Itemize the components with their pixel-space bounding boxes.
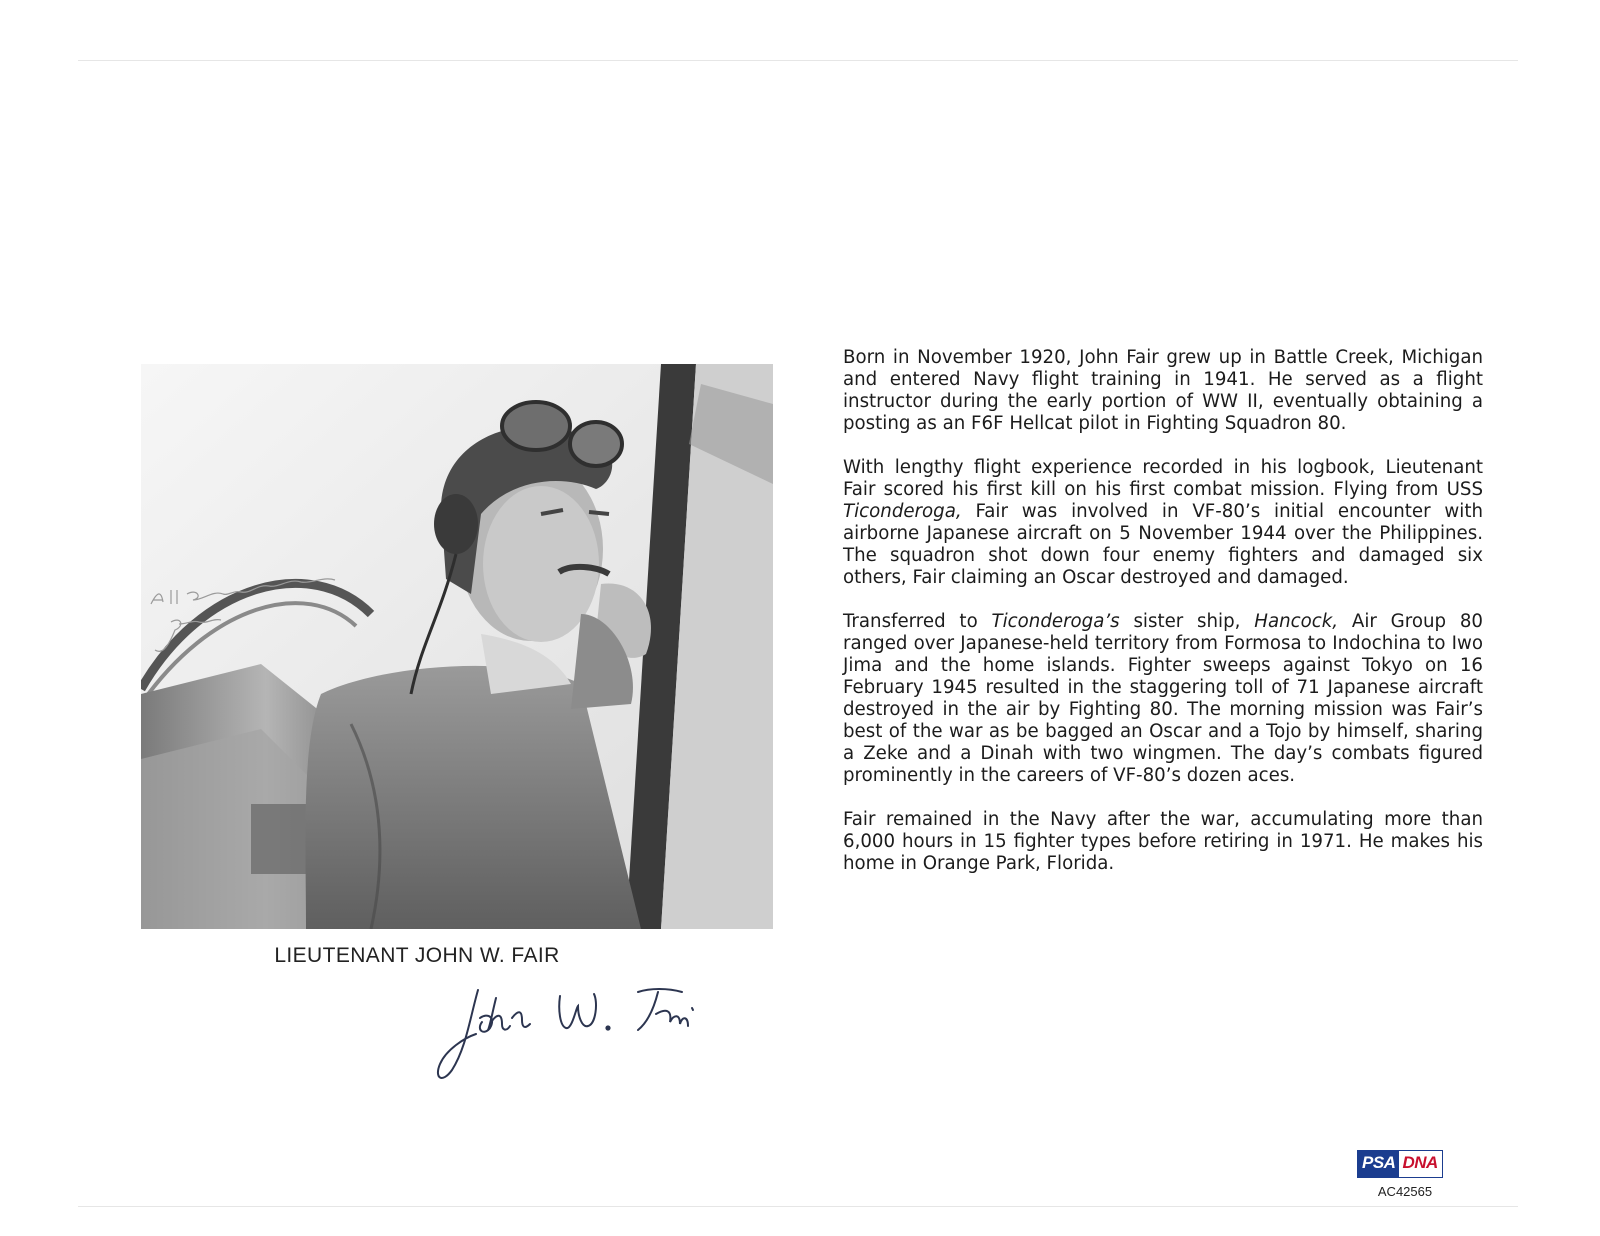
- bio-paragraph-3: Transferred to Ticonderoga’s sister ship, Hancock, Air Group 80 ranged over Japanese-held territory from Formosa to Indochina to Iwo Jima and the home islands. Fighter sweeps against Tokyo on 16 February 1945 resulted in the staggering toll of 71 Japanese aircraft destroyed in the air by Fighting 80. The morning mission was Fair’s best of the war as be bagged an Oscar and a Tojo by himself, sharing a Zeke and a Dinah with two wingmen. The day’s combats figured prominently in the careers of VF-80’s dozen aces.: [843, 611, 1483, 786]
- biography-text: [843, 347, 1483, 897]
- bottom-border-line: [78, 1206, 1518, 1207]
- ship-name: Hancock,: [1254, 611, 1339, 632]
- ship-name: Ticonderoga,: [843, 501, 962, 522]
- photo-caption: LIEUTENANT JOHN W. FAIR: [274, 944, 560, 967]
- top-border-line: [78, 60, 1518, 61]
- autograph-signature: [430, 978, 730, 1088]
- psa-logo-text: PSA: [1358, 1151, 1399, 1177]
- dna-logo-text: DNA: [1399, 1151, 1441, 1177]
- psa-dna-logo: [1357, 1150, 1443, 1178]
- pilot-photograph: [141, 364, 773, 929]
- certificate-number: AC42565: [1377, 1184, 1433, 1199]
- ship-name: Ticonderoga’s: [991, 611, 1120, 632]
- bio-paragraph-4: Fair remained in the Navy after the war, accumulating more than 6,000 hours in 15 fighter types before retiring in 1971. He makes his home in Orange Park, Florida.: [843, 809, 1483, 874]
- bio-paragraph-1: Born in November 1920, John Fair grew up in Battle Creek, Michigan and entered Navy flight training in 1941. He served as a flight instructor during the early portion of WW II, eventually obtaining a posting as an F6F Hellcat pilot in Fighting Squadron 80.: [843, 347, 1483, 434]
- bio-paragraph-2: With lengthy flight experience recorded in his logbook, Lieutenant Fair scored his first kill on his first combat mission. Flying from USS Ticonderoga, Fair was involved in VF-80’s initial encounter with airborne Japanese aircraft on 5 November 1944 over the Philippines. The squadron shot down four enemy fighters and damaged six others, Fair claiming an Oscar destroyed and damaged.: [843, 457, 1483, 588]
